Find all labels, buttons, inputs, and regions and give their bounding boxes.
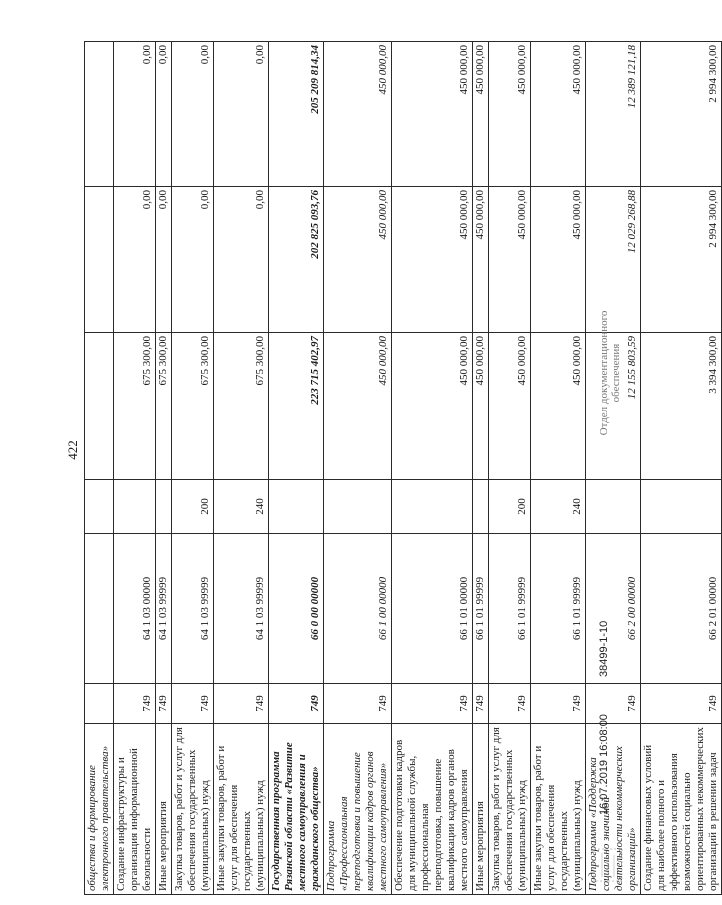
table-row: [156, 42, 172, 895]
row-target-article-cell: 66 1 01 99999: [473, 534, 489, 684]
row-amount-year3-cell: 450 000,00: [392, 42, 473, 187]
row-code-cell: 749: [114, 684, 156, 724]
budget-table: [84, 41, 722, 895]
row-amount-year1-cell: 450 000,00: [489, 333, 531, 480]
row-target-article-cell: 64 1 03 00000: [114, 534, 156, 684]
row-expense-type-cell: [324, 480, 392, 534]
row-code-cell: 749: [156, 684, 172, 724]
row-code-cell: 749: [269, 684, 324, 724]
row-name-cell: Обеспечение подготовки кадров для муниципальной службы, профессиональная переподготовка, повышение квалификации кадров органов местного самоуправления: [392, 724, 473, 895]
footer-document-id: 38499-1-10: [598, 620, 610, 677]
department-stamp: [598, 303, 622, 443]
row-amount-year1-cell: 223 715 402,97: [269, 333, 324, 480]
row-amount-year3-cell: 0,00: [172, 42, 214, 187]
row-amount-year2-cell: 0,00: [214, 187, 269, 333]
row-expense-type-cell: [641, 480, 722, 534]
row-target-article-cell: 66 0 00 00000: [269, 534, 324, 684]
table-row: [392, 42, 473, 895]
row-amount-year2-cell: 202 825 093,76: [269, 187, 324, 333]
table-row: [269, 42, 324, 895]
row-amount-year2-cell: 12 029 268,88: [586, 187, 641, 333]
row-code-cell: 749: [586, 684, 641, 724]
table-row: [214, 42, 269, 895]
row-amount-year1-cell: 450 000,00: [392, 333, 473, 480]
row-amount-year2-cell: 450 000,00: [489, 187, 531, 333]
row-expense-type-cell: [156, 480, 172, 534]
row-amount-year1-cell: 450 000,00: [531, 333, 586, 480]
row-expense-type-cell: [85, 480, 114, 534]
row-amount-year1-cell: 675 300,00: [172, 333, 214, 480]
row-amount-year3-cell: 450 000,00: [473, 42, 489, 187]
row-amount-year3-cell: 205 209 814,34: [269, 42, 324, 187]
row-expense-type-cell: [473, 480, 489, 534]
table-row: [172, 42, 214, 895]
row-target-article-cell: 64 1 03 99999: [214, 534, 269, 684]
row-target-article-cell: 66 2 00 00000: [586, 534, 641, 684]
row-amount-year1-cell: 675 300,00: [156, 333, 172, 480]
row-amount-year2-cell: 0,00: [156, 187, 172, 333]
table-row: [641, 42, 722, 895]
row-code-cell: 749: [489, 684, 531, 724]
row-amount-year1-cell: 675 300,00: [214, 333, 269, 480]
row-target-article-cell: 66 1 01 00000: [392, 534, 473, 684]
row-code-cell: 749: [172, 684, 214, 724]
row-amount-year2-cell: 450 000,00: [473, 187, 489, 333]
row-amount-year2-cell: [85, 187, 114, 333]
row-target-article-cell: 66 2 01 00000: [641, 534, 722, 684]
row-amount-year3-cell: 0,00: [156, 42, 172, 187]
row-amount-year1-cell: 12 155 803,59: [586, 333, 641, 480]
row-expense-type-cell: 240: [214, 480, 269, 534]
row-amount-year3-cell: 450 000,00: [324, 42, 392, 187]
row-name-cell: Создание инфраструктуры и организация информационной безопасности: [114, 724, 156, 895]
row-name-cell: Иные закупки товаров, работ и услуг для обеспечения государственных (муниципальных) нужд: [531, 724, 586, 895]
row-expense-type-cell: [586, 480, 641, 534]
row-amount-year1-cell: 450 000,00: [473, 333, 489, 480]
row-code-cell: 749: [214, 684, 269, 724]
row-name-cell: Государственная программа Рязанской области «Развитие местного самоуправления и гражданского общества»: [269, 724, 324, 895]
row-amount-year1-cell: 675 300,00: [114, 333, 156, 480]
row-code-cell: 749: [324, 684, 392, 724]
row-amount-year2-cell: 450 000,00: [392, 187, 473, 333]
stamp-line-1: Отдел документационного: [598, 310, 610, 436]
table-row: [324, 42, 392, 895]
row-target-article-cell: 66 1 01 99999: [531, 534, 586, 684]
page-number: 422: [65, 440, 80, 460]
row-expense-type-cell: 200: [489, 480, 531, 534]
row-name-cell: Закупка товаров, работ и услуг для обеспечения государственных (муниципальных) нужд: [172, 724, 214, 895]
row-name-cell: Закупка товаров, работ и услуг для обеспечения государственных (муниципальных) нужд: [489, 724, 531, 895]
row-code-cell: 749: [641, 684, 722, 724]
row-amount-year3-cell: 0,00: [214, 42, 269, 187]
row-target-article-cell: 64 1 03 99999: [172, 534, 214, 684]
row-amount-year2-cell: 0,00: [114, 187, 156, 333]
row-target-article-cell: 64 1 03 99999: [156, 534, 172, 684]
row-amount-year1-cell: 450 000,00: [324, 333, 392, 480]
row-expense-type-cell: [114, 480, 156, 534]
row-amount-year2-cell: 2 994 300,00: [641, 187, 722, 333]
table-row: [114, 42, 156, 895]
row-amount-year3-cell: 12 389 121,18: [586, 42, 641, 187]
table-row: [489, 42, 531, 895]
table-row: [473, 42, 489, 895]
row-name-cell: Создание финансовых условий для наиболее полного и эффективного использования возможностей социально ориентированных некоммерческих организаций в решении задач: [641, 724, 722, 895]
table-row: [586, 42, 641, 895]
table-row: [85, 42, 114, 895]
footer-timestamp: 16.07.2019 16:08:00: [598, 714, 610, 815]
row-code-cell: 749: [473, 684, 489, 724]
row-amount-year2-cell: 450 000,00: [531, 187, 586, 333]
row-name-cell: Иные мероприятия: [473, 724, 489, 895]
row-name-cell: Подпрограмма «Поддержка социально значимой деятельности некоммерческих организаций»: [586, 724, 641, 895]
row-code-cell: [85, 684, 114, 724]
table-row: [531, 42, 586, 895]
row-name-cell: Иные закупки товаров, работ и услуг для обеспечения государственных (муниципальных) нужд: [214, 724, 269, 895]
row-amount-year3-cell: [85, 42, 114, 187]
row-amount-year2-cell: 0,00: [172, 187, 214, 333]
row-expense-type-cell: 200: [172, 480, 214, 534]
row-name-cell: общества и формирование электронного правительства»: [85, 724, 114, 895]
row-expense-type-cell: [269, 480, 324, 534]
row-target-article-cell: 66 1 00 00000: [324, 534, 392, 684]
stamp-mark-icon: [590, 845, 626, 885]
row-amount-year3-cell: 450 000,00: [531, 42, 586, 187]
row-target-article-cell: [85, 534, 114, 684]
row-expense-type-cell: 240: [531, 480, 586, 534]
row-code-cell: 749: [531, 684, 586, 724]
row-name-cell: Подпрограмма «Профессиональная переподготовка и повышение квалификации кадров органов местного самоуправления»: [324, 724, 392, 895]
row-expense-type-cell: [392, 480, 473, 534]
row-name-cell: Иные мероприятия: [156, 724, 172, 895]
stamp-line-2: обеспечения: [610, 343, 622, 403]
row-amount-year3-cell: 450 000,00: [489, 42, 531, 187]
row-amount-year1-cell: [85, 333, 114, 480]
row-amount-year1-cell: 3 394 300,00: [641, 333, 722, 480]
row-amount-year3-cell: 0,00: [114, 42, 156, 187]
row-amount-year3-cell: 2 994 300,00: [641, 42, 722, 187]
row-amount-year2-cell: 450 000,00: [324, 187, 392, 333]
row-code-cell: 749: [392, 684, 473, 724]
row-target-article-cell: 66 1 01 99999: [489, 534, 531, 684]
